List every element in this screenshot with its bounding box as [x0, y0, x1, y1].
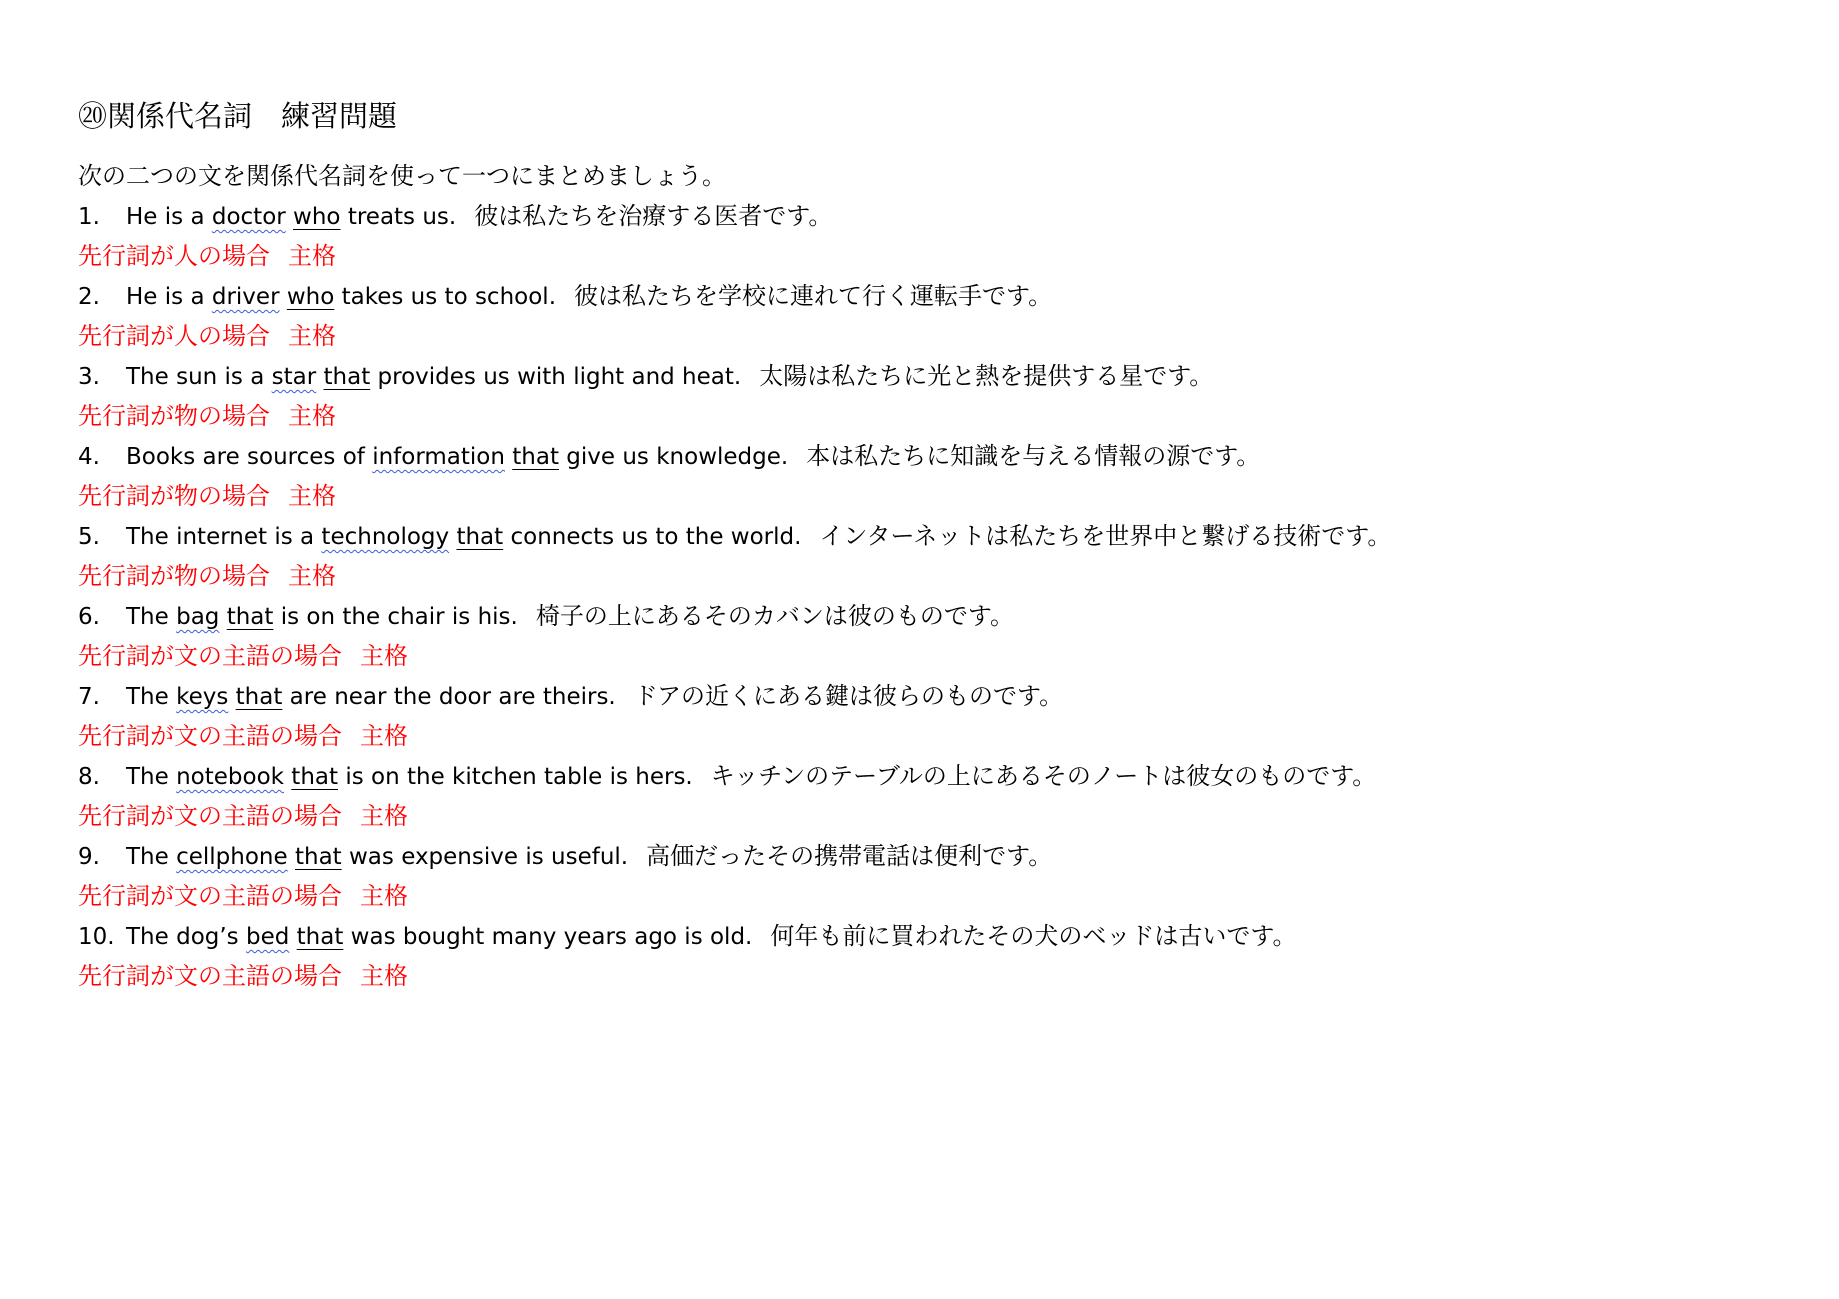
antecedent-type-note: 先行詞が人の場合	[78, 242, 270, 270]
japanese-translation: 本は私たちに知識を与える情報の源です。	[806, 442, 1261, 470]
item-number: 2.	[78, 284, 100, 310]
antecedent-type-note: 先行詞が人の場合	[78, 322, 270, 350]
word-separator	[280, 284, 287, 310]
english-sentence	[126, 604, 518, 630]
english-sentence	[126, 524, 801, 550]
item-number: 9.	[78, 844, 100, 870]
sentence-start: He is a	[126, 284, 212, 310]
japanese-translation: 彼は私たちを治療する医者です。	[474, 202, 833, 230]
exercise-sentence	[78, 356, 1778, 396]
exercise-sentence	[78, 676, 1778, 716]
english-sentence	[126, 364, 741, 390]
antecedent-word: cellphone	[176, 844, 288, 870]
japanese-translation: キッチンのテーブルの上にあるそのノートは彼女のものです。	[710, 762, 1377, 790]
relative-pronoun: that	[323, 364, 371, 390]
instruction-text: 次の二つの文を関係代名詞を使って一つにまとめましょう。	[78, 162, 726, 190]
english-sentence	[126, 284, 556, 310]
relative-pronoun: that	[294, 844, 342, 870]
grammar-note	[78, 476, 1778, 516]
grammar-note	[78, 716, 1778, 756]
relative-pronoun: that	[291, 764, 339, 790]
case-note: 主格	[288, 562, 336, 590]
exercise-item	[78, 596, 1778, 676]
word-separator	[219, 604, 226, 630]
relative-pronoun: that	[456, 524, 504, 550]
case-note: 主格	[360, 802, 408, 830]
word-separator	[289, 924, 296, 950]
grammar-note	[78, 796, 1778, 836]
page-title: ⑳関係代名詞 練習問題	[78, 99, 398, 133]
sentence-start: The	[126, 684, 177, 710]
exercise-sentence	[78, 196, 1778, 236]
item-number: 8.	[78, 764, 100, 790]
japanese-translation: 椅子の上にあるそのカバンは彼のものです。	[535, 602, 1014, 630]
exercise-item	[78, 916, 1778, 996]
relative-pronoun: who	[293, 204, 341, 230]
japanese-translation: ドアの近くにある鍵は彼らのものです。	[633, 682, 1064, 710]
exercise-item	[78, 276, 1778, 356]
sentence-end: is on the kitchen table is hers.	[338, 764, 693, 790]
japanese-translation: インターネットは私たちを世界中と繋げる技術です。	[819, 522, 1392, 550]
word-separator	[286, 204, 293, 230]
exercise-sentence	[78, 756, 1778, 796]
english-sentence	[126, 924, 752, 950]
sentence-start: The internet is a	[126, 524, 322, 550]
item-number: 1.	[78, 204, 100, 230]
sentence-start: Books are sources of	[126, 444, 373, 470]
grammar-note	[78, 876, 1778, 916]
antecedent-word: star	[271, 364, 317, 390]
case-note: 主格	[360, 962, 408, 990]
exercise-sentence	[78, 436, 1778, 476]
antecedent-type-note: 先行詞が物の場合	[78, 402, 270, 430]
antecedent-type-note: 先行詞が文の主語の場合	[78, 722, 342, 750]
case-note: 主格	[288, 482, 336, 510]
english-sentence	[126, 844, 628, 870]
grammar-note	[78, 556, 1778, 596]
exercise-item	[78, 836, 1778, 916]
sentence-start: He is a	[126, 204, 212, 230]
antecedent-word: notebook	[176, 764, 284, 790]
item-number: 10.	[78, 924, 115, 950]
sentence-start: The dog’s	[126, 924, 246, 950]
item-number: 5.	[78, 524, 100, 550]
word-separator	[228, 684, 235, 710]
antecedent-word: doctor	[211, 204, 286, 230]
japanese-translation: 太陽は私たちに光と熱を提供する星です。	[759, 362, 1214, 390]
antecedent-word: bag	[176, 604, 220, 630]
case-note: 主格	[360, 642, 408, 670]
sentence-end: provides us with light and heat.	[370, 364, 742, 390]
english-sentence	[126, 204, 456, 230]
exercise-item	[78, 516, 1778, 596]
relative-pronoun: that	[296, 924, 344, 950]
relative-pronoun: that	[512, 444, 559, 470]
antecedent-type-note: 先行詞が文の主語の場合	[78, 882, 342, 910]
word-separator	[316, 364, 323, 390]
antecedent-word: technology	[321, 524, 450, 550]
exercise-item	[78, 356, 1778, 436]
case-note: 主格	[288, 242, 336, 270]
case-note: 主格	[360, 882, 408, 910]
sentence-start: The	[126, 604, 177, 630]
japanese-translation: 彼は私たちを学校に連れて行く運転手です。	[574, 282, 1053, 310]
antecedent-type-note: 先行詞が文の主語の場合	[78, 962, 342, 990]
exercise-item	[78, 756, 1778, 836]
english-sentence	[126, 764, 693, 790]
exercise-list	[78, 196, 1778, 996]
japanese-translation: 高価だったその携帯電話は便利です。	[646, 842, 1053, 870]
exercise-sentence	[78, 516, 1778, 556]
grammar-note	[78, 396, 1778, 436]
antecedent-word: bed	[245, 924, 290, 950]
case-note: 主格	[288, 322, 336, 350]
japanese-translation: 何年も前に買われたその犬のベッドは古いです。	[770, 922, 1297, 950]
item-number: 6.	[78, 604, 100, 630]
english-sentence	[126, 444, 788, 470]
sentence-end: are near the door are theirs.	[282, 684, 616, 710]
exercise-item	[78, 436, 1778, 516]
exercise-sentence	[78, 276, 1778, 316]
exercise-sentence	[78, 916, 1778, 956]
sentence-end: was expensive is useful.	[341, 844, 629, 870]
antecedent-type-note: 先行詞が文の主語の場合	[78, 802, 342, 830]
antecedent-type-note: 先行詞が物の場合	[78, 482, 270, 510]
antecedent-word: keys	[176, 684, 229, 710]
english-sentence	[126, 684, 616, 710]
sentence-end: connects us to the world.	[503, 524, 802, 550]
sentence-start: The	[126, 764, 177, 790]
sentence-end: is on the chair is his.	[273, 604, 518, 630]
relative-pronoun: that	[226, 604, 274, 630]
grammar-note	[78, 636, 1778, 676]
exercise-item	[78, 676, 1778, 756]
exercise-item	[78, 196, 1778, 276]
exercise-sentence	[78, 836, 1778, 876]
grammar-note	[78, 236, 1778, 276]
sentence-end: give us knowledge.	[558, 444, 789, 470]
antecedent-word: driver	[211, 284, 280, 310]
sentence-end: takes us to school.	[334, 284, 557, 310]
exercise-sentence	[78, 596, 1778, 636]
grammar-note	[78, 956, 1778, 996]
relative-pronoun: that	[235, 684, 283, 710]
relative-pronoun: who	[286, 284, 335, 310]
antecedent-word: information	[372, 444, 505, 470]
item-number: 4.	[78, 444, 100, 470]
grammar-note	[78, 316, 1778, 356]
sentence-start: The	[126, 844, 177, 870]
sentence-start: The sun is a	[126, 364, 272, 390]
item-number: 3.	[78, 364, 100, 390]
sentence-end: was bought many years ago is old.	[343, 924, 753, 950]
word-separator	[288, 844, 295, 870]
antecedent-type-note: 先行詞が物の場合	[78, 562, 270, 590]
worksheet-page	[78, 96, 1778, 996]
antecedent-type-note: 先行詞が文の主語の場合	[78, 642, 342, 670]
case-note: 主格	[360, 722, 408, 750]
case-note: 主格	[288, 402, 336, 430]
sentence-end: treats us.	[340, 204, 457, 230]
item-number: 7.	[78, 684, 100, 710]
